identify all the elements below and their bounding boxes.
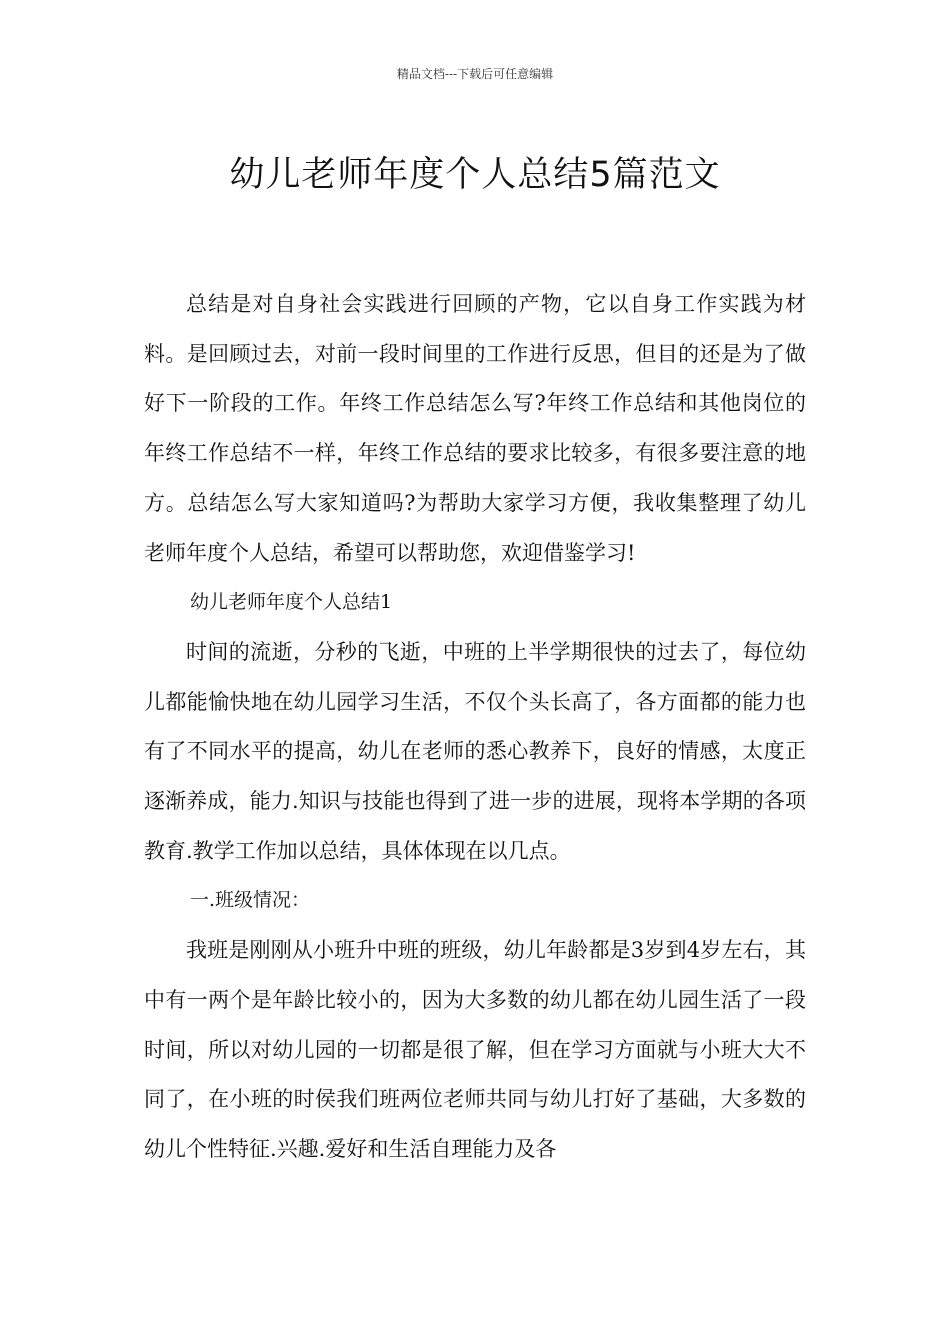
document-body [144,280,806,1175]
intro-paragraph: 总结是对自身社会实践进行回顾的产物，它以自身工作实践为材料。是回顾过去，对前一段时间里的工作进行反思，但目的还是为了做好下一阶段的工作。年终工作总结怎么写?年终工作总结和其他岗位的年终工作总结不一样，年终工作总结的要求比较多，有很多要注意的地方。总结怎么写大家知道吗?为帮助大家学习方便，我收集整理了幼儿老师年度个人总结，希望可以帮助您，欢迎借鉴学习! [144,292,806,565]
class-situation-paragraph: 我班是刚刚从小班升中班的班级，幼儿年龄都是3岁到4岁左右，其中有一两个是年龄比较小的，因为大多数的幼儿都在幼儿园生活了一段时间，所以对幼儿园的一切都是很了解，但在学习方面就与小班大大不同了，在小班的时侯我们班两位老师共同与幼儿打好了基础，大多数的幼儿个性特征.兴趣.爱好和生活自理能力及各 [144,938,806,1161]
section-heading-1: 幼儿老师年度个人总结1 [190,591,393,614]
subheading-class-situation: 一.班级情况： [190,889,311,912]
section-1-paragraph: 时间的流逝，分秒的飞逝，中班的上半学期很快的过去了，每位幼儿都能愉快地在幼儿园学习生活，不仅个头长高了，各方面都的能力也有了不同水平的提高，幼儿在老师的悉心教养下，良好的情感，太度正逐渐养成，能力.知识与技能也得到了进一步的进展，现将本学期的各项教育.教学工作加以总结，具体体现在以几点。 [144,639,806,863]
header-note: 精品文档---下载后可任意编辑 [396,67,554,81]
document-title: 幼儿老师年度个人总结5篇范文 [229,155,721,196]
